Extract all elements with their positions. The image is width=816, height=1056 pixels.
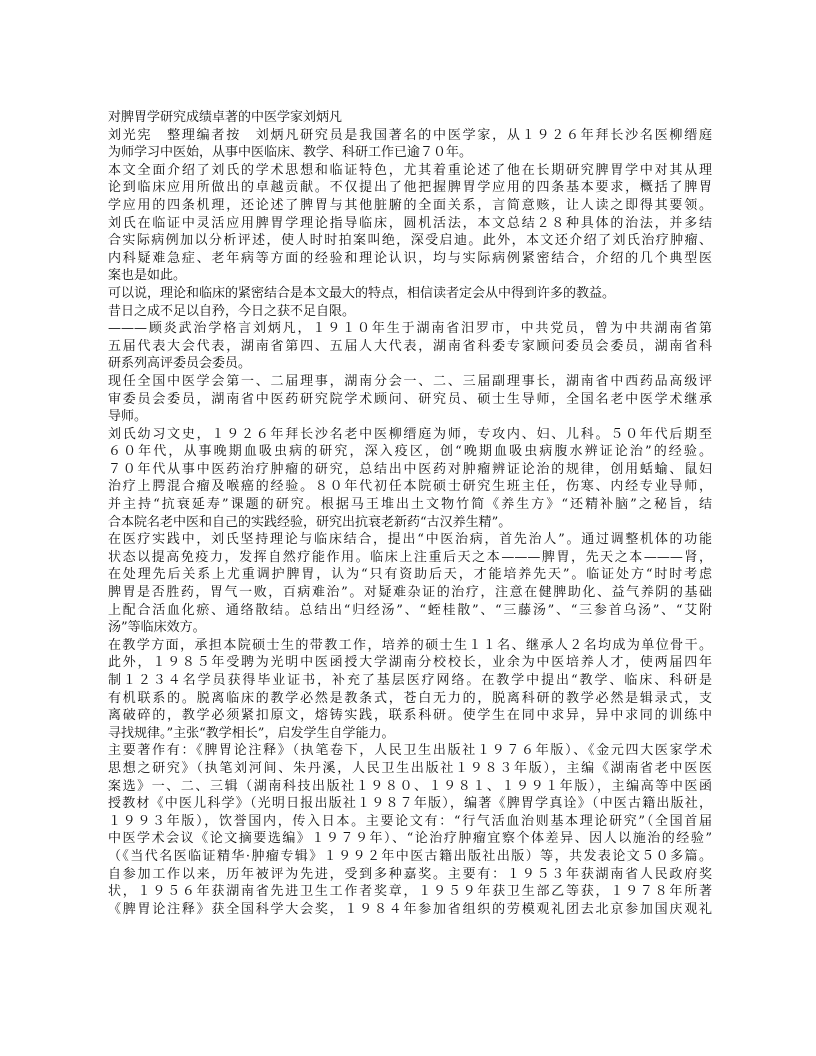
text-line: 内科疑难急症、老年病等方面的经验和理论认识，均与实际病例紧密结合，介绍的几个典型医 xyxy=(108,250,712,266)
text-line: 离破碎的，教学必须紧扣原文，熔铸实践，联系科研。使学生在同中求异，异中求同的训练中 xyxy=(108,708,712,724)
text-line: 此外，１９８５年受聘为光明中医函授大学湖南分校校长，业余为中医培养人才，使两届四年 xyxy=(108,655,712,671)
text-line: ———顾炎武治学格言刘炳凡，１９１０年生于湖南省汨罗市，中共党员，曾为中共湖南省第 xyxy=(108,321,712,337)
text-line: 中医学术会议《论文摘要选编》１９７９年）、“论治疗肿瘤宜察个体差异、因人以施治的经验” xyxy=(108,831,712,847)
text-line: 审委员会委员，湖南省中医药研究院学术顾问、研究员、硕士生导师，全国名老中医学术继承 xyxy=(108,391,712,407)
text-line: 刘光宪 整理编者按 刘炳凡研究员是我国著名的中医学家，从１９２６年拜长沙名医柳缙庭 xyxy=(108,127,712,143)
text-line: 本文全面介绍了刘氏的学术思想和临证特色，尤其着重论述了他在长期研究脾胃学中对其从理 xyxy=(108,162,712,178)
text-line: 合实际病例加以分析评述，使人时时拍案叫绝，深受启迪。此外，本文还介绍了刘氏治疗肿瘤、 xyxy=(108,233,712,249)
text-line: 学应用的四条机理，还论述了脾胃与其他脏腑的全面关系，言简意赅，让人读之即得其要领。 xyxy=(108,197,712,213)
text-line: 自参加工作以来，历年被评为先进，受到多种嘉奖。主要有：１９５３年获湖南省人民政府奖 xyxy=(108,866,712,882)
text-line: 治疗上腭混合瘤及喉癌的经验。８０年代初任本院硕士研究生班主任，伤寒、内经专业导师， xyxy=(108,479,712,495)
document-title: 对脾胃学研究成绩卓著的中医学家刘炳凡 xyxy=(108,110,343,125)
text-line: 并主持“抗衰延寿”课题的研究。根据马王堆出土文物竹简《养生方》“还精补脑”之秘旨，结 xyxy=(108,497,712,513)
text-line: 寻找规律。”主张“教学相长”，启发学生自学能力。 xyxy=(108,725,395,741)
text-line: 有机联系的。脱离临床的教学必然是教条式，苍白无力的，脱离科研的教学必然是辑录式，支 xyxy=(108,690,712,706)
text-line: 可以说，理论和临床的紧密结合是本文最大的特点，相信读者定会从中得到许多的教益。 xyxy=(108,285,616,301)
text-line: 汤”等临床效方。 xyxy=(108,620,206,636)
text-line: 授教材《中医儿科学》（光明日报出版社１９８７年版），编著《脾胃学真诠》（中医古籍出版社， xyxy=(108,796,712,812)
text-line: 合本院名老中医和自己的实践经验，研究出抗衰老新药“古汉养生精”。 xyxy=(108,514,512,530)
text-line: 昔日之成不足以自矜，今日之获不足自限。 xyxy=(108,303,356,319)
text-line: 案也是如此。 xyxy=(108,268,187,284)
document-page xyxy=(108,109,712,918)
text-line: 在教学方面，承担本院硕士生的带教工作，培养的硕士生１１名、继承人２名均成为单位骨干。 xyxy=(108,637,712,653)
text-line: １９９３年版），饮誉国内，传入日本。主要论文有：“行气活血治则基本理论研究”（全国首届 xyxy=(108,813,712,829)
text-line: 研系列高评委员会委员。 xyxy=(108,356,252,372)
text-line: 主要著作有：《脾胃论注释》（执笔卷下，人民卫生出版社１９７６年版）、《金元四大医家学术 xyxy=(108,743,712,759)
text-line: 现任全国中医学会第一、二届理事，湖南分会一、二、三届副理事长，湖南省中西药品高级评 xyxy=(108,373,712,389)
text-line: （《当代名医临证精华·肿瘤专辑》１９９２年中医古籍出版社出版）等，共发表论文５０多篇。 xyxy=(108,848,712,864)
text-line: 导师。 xyxy=(108,409,148,425)
text-line: ７０年代从事中医药治疗肿瘤的研究，总结出中医药对肿瘤辨证论治的规律，创用蛞蝓、鼠妇 xyxy=(108,461,712,477)
text-line: 五届代表大会代表，湖南省第四、五届人大代表，湖南省科委专家顾问委员会委员，湖南省科 xyxy=(108,338,712,354)
text-line: 论到临床应用所做出的卓越贡献。不仅提出了他把握脾胃学应用的四条基本要求，概括了脾胃 xyxy=(108,180,712,196)
text-line: 在医疗实践中，刘氏坚持理论与临床结合，提出“中医治病，首先治人”。通过调整机体的功能 xyxy=(108,532,712,548)
text-line: 在处理先后关系上尤重调护脾胃，认为“只有资助后天，才能培养先天”。临证处方“时时考虑 xyxy=(108,567,712,583)
text-line: 脾胃是否胜药，胃气一败，百病难治”。对疑难杂证的治疗，注意在健脾助化、益气养阴的基础 xyxy=(108,585,712,601)
text-line: 上配合活血化瘀、通络散结。总结出“归经汤”、“蛭桂散”、“三藤汤”、“三参首乌汤”、“艾附 xyxy=(108,602,712,618)
document-body xyxy=(108,127,712,919)
text-line: 制１２３４名学员获得毕业证书，补充了基层医疗网络。在教学中提出“教学、临床、科研是 xyxy=(108,673,712,688)
text-line: 刘氏在临证中灵活应用脾胃学理论指导临床，圆机活法，本文总结２８种具体的治法，并多结 xyxy=(108,215,712,231)
text-line: 刘氏幼习文史，１９２６年拜长沙名老中医柳缙庭为师，专攻内、妇、儿科。５０年代后期至 xyxy=(108,426,712,442)
text-line: 《脾胃论注释》获全国科学大会奖，１９８４年参加省组织的劳模观礼团去北京参加国庆观礼 xyxy=(108,901,712,917)
text-line: 状，１９５６年获湖南省先进卫生工作者奖章，１９５９年获卫生部乙等获，１９７８年所著 xyxy=(108,884,712,900)
text-line: 为师学习中医始，从事中医临床、教学、科研工作已逾７０年。 xyxy=(108,145,473,161)
text-line: 案选》一、二、三辑（湖南科技出版社１９８０、１９８１、１９９１年版），主编高等中医函 xyxy=(108,778,712,794)
text-line: 状态以提高免疫力，发挥自然疗能作用。临床上注重后天之本———脾胃，先天之本———肾， xyxy=(108,549,712,565)
text-line: ６０年代，从事晚期血吸虫病的研究，深入疫区，创“晚期血吸虫病腹水辨证论治”的经验。 xyxy=(108,444,712,460)
text-line: 思想之研究》（执笔刘河间、朱丹溪，人民卫生出版社１９８３年版），主编《湖南省老中医医 xyxy=(108,760,712,776)
